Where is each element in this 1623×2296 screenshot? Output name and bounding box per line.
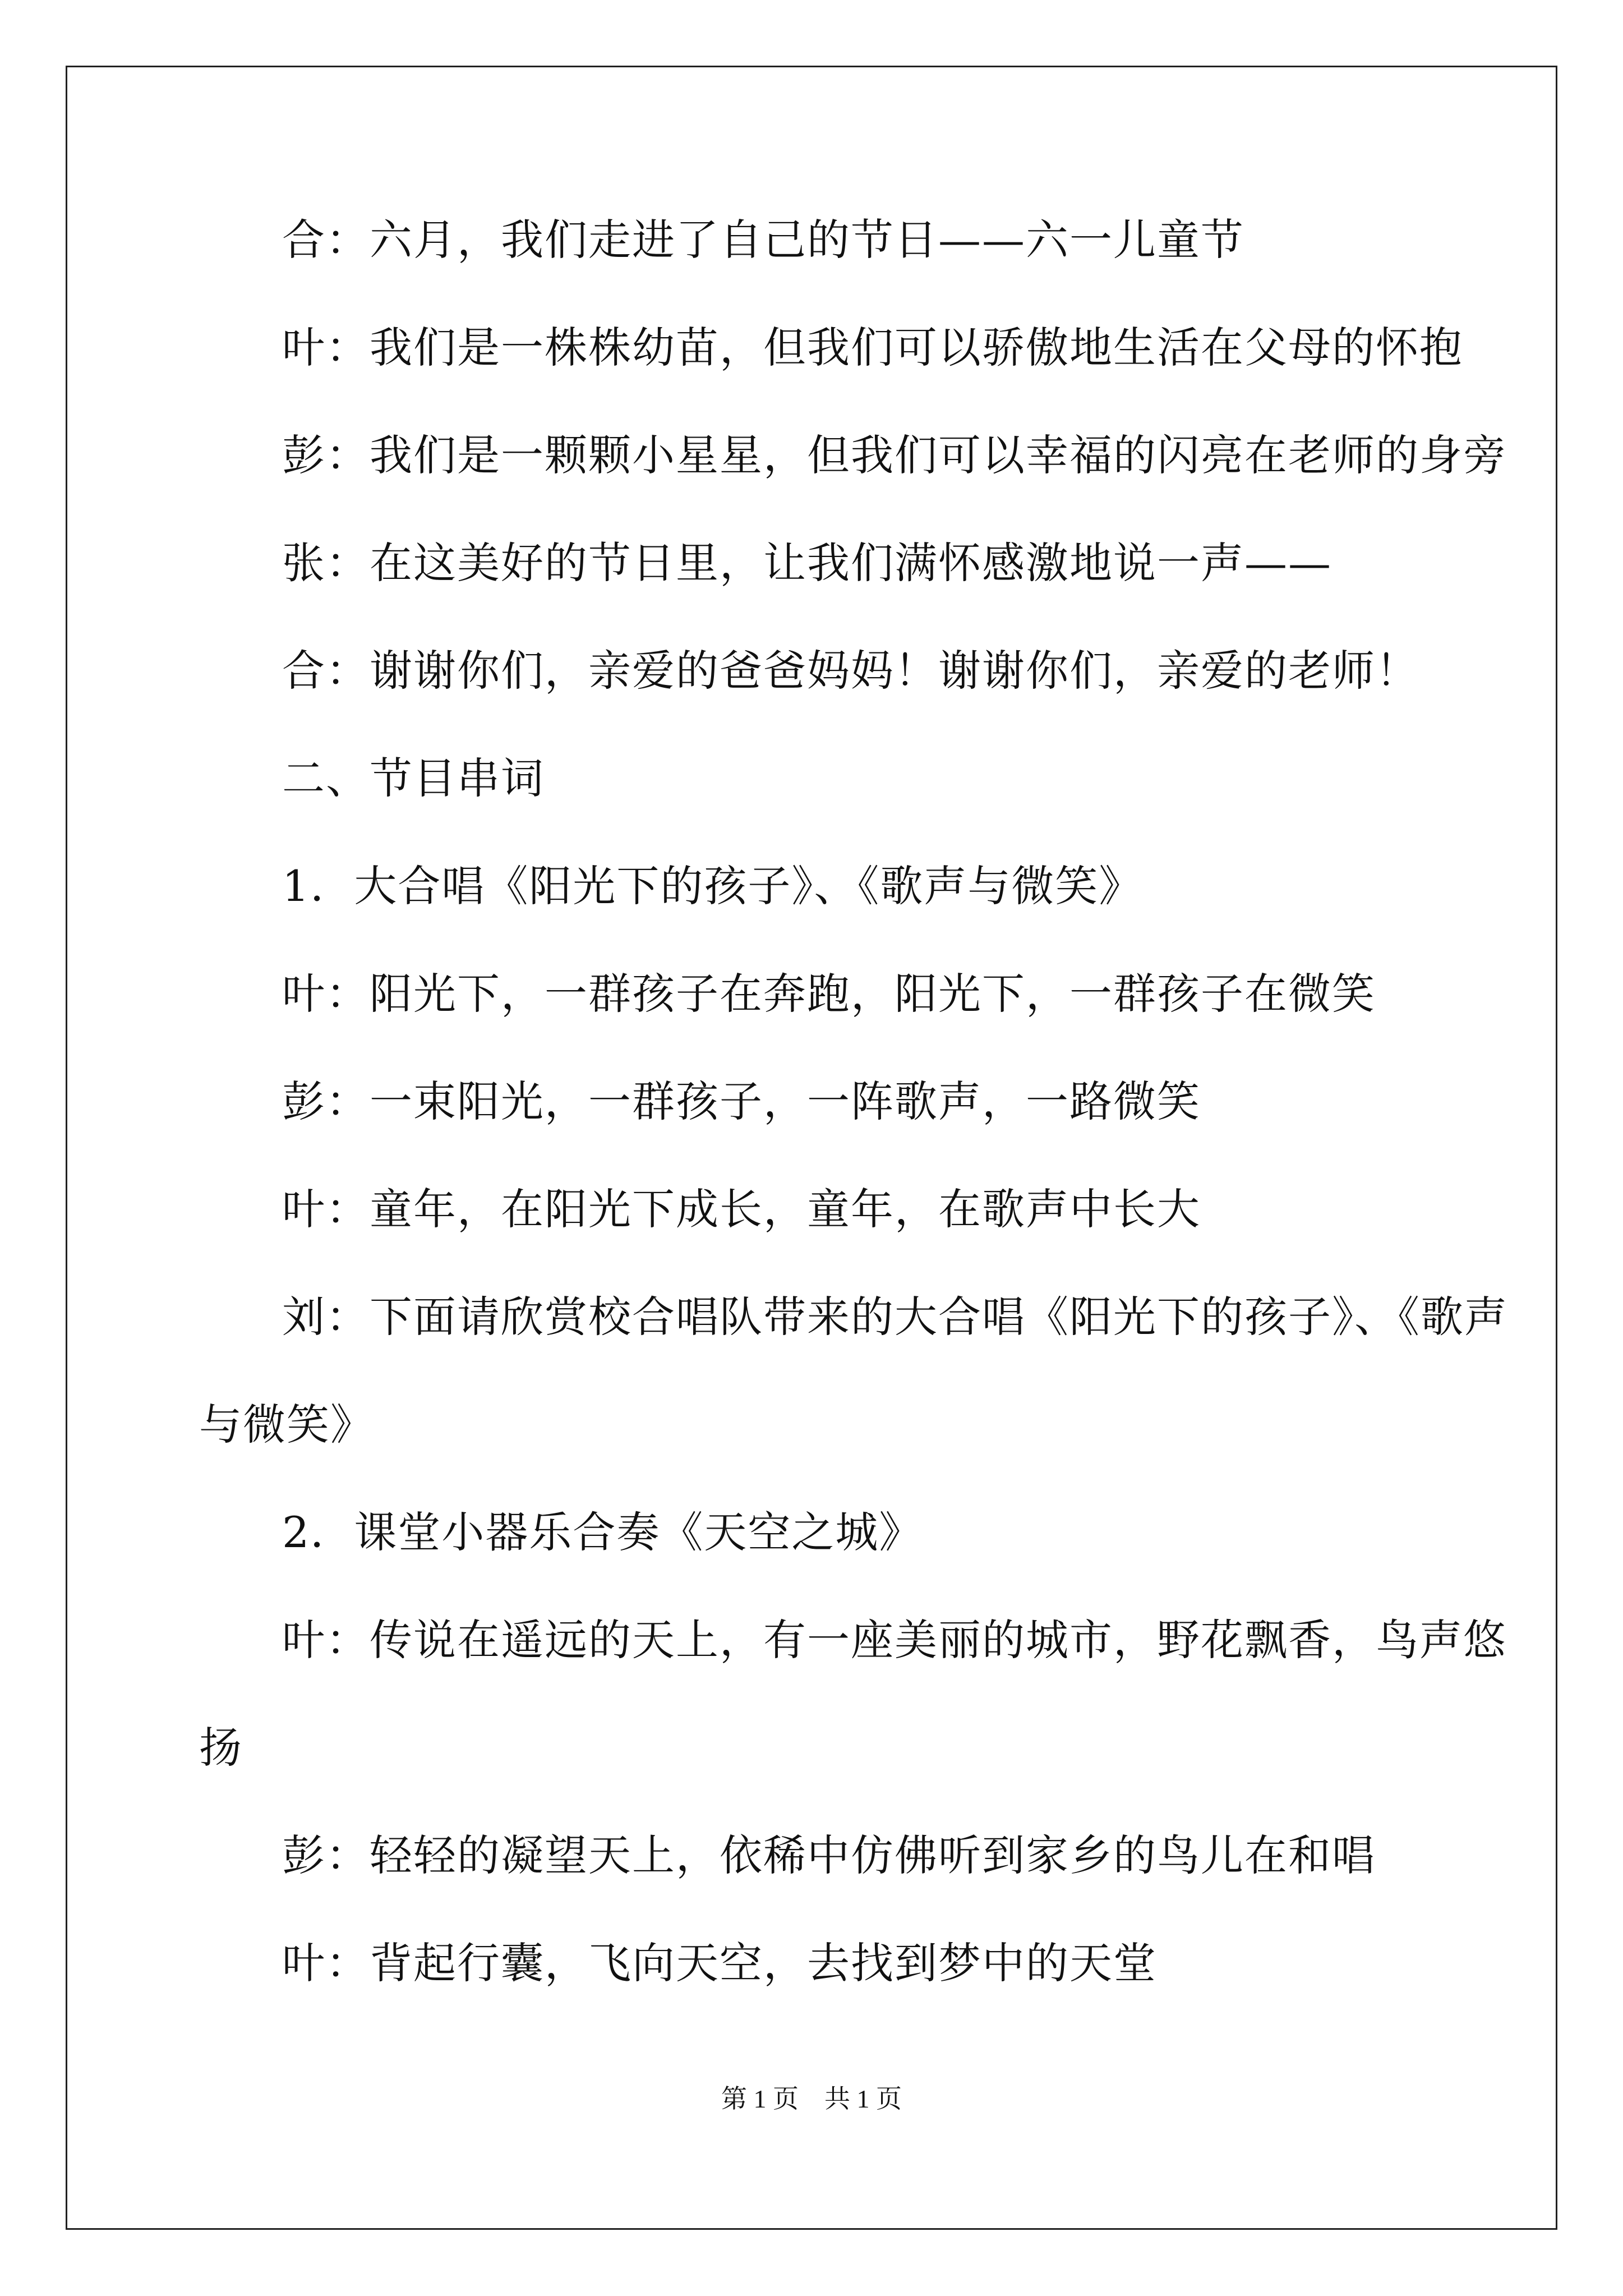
paragraph-line: 叶：童年，在阳光下成长，童年，在歌声中长大 — [282, 1184, 1201, 1234]
paragraph-line: 叶：阳光下，一群孩子在奔跑，阳光下，一群孩子在微笑 — [282, 969, 1376, 1019]
paragraph-line: 彭：我们是一颗颗小星星，但我们可以幸福的闪亮在老师的身旁 — [282, 430, 1507, 480]
paragraph-line: 叶：我们是一株株幼苗，但我们可以骄傲地生活在父母的怀抱 — [282, 323, 1463, 372]
paragraph-line: 刘：下面请欣赏校合唱队带来的大合唱《阳光下的孩子》、《歌声 — [282, 1292, 1508, 1342]
paragraph-line-continuation: 扬 — [199, 1723, 243, 1773]
paragraph-line: 张：在这美好的节日里，让我们满怀感激地说一声—— — [282, 538, 1332, 588]
paragraph-line: 彭：一束阳光，一群孩子，一阵歌声，一路微笑 — [282, 1076, 1201, 1126]
paragraph-line: 彭：轻轻的凝望天上，依稀中仿佛听到家乡的鸟儿在和唱 — [282, 1830, 1376, 1880]
paragraph-line: 叶：背起行囊，飞向天空，去找到梦中的天堂 — [282, 1938, 1157, 1988]
program-item-heading: 1．大合唱《阳光下的孩子》、《歌声与微笑》 — [282, 861, 1143, 911]
page-number-footer: 第 1 页 共 1 页 — [721, 2085, 902, 2113]
program-item-heading: 2．课堂小器乐合奏《天空之城》 — [282, 1507, 923, 1557]
paragraph-line: 叶：传说在遥远的天上，有一座美丽的城市，野花飘香，鸟声悠 — [282, 1615, 1507, 1665]
page-border — [66, 66, 1557, 2230]
paragraph-line: 合：六月，我们走进了自己的节日——六一儿童节 — [282, 215, 1244, 265]
paragraph-line: 合：谢谢你们，亲爱的爸爸妈妈！谢谢你们，亲爱的老师！ — [282, 646, 1419, 696]
section-heading: 二、节目串词 — [282, 753, 545, 803]
paragraph-line-continuation: 与微笑》 — [199, 1400, 374, 1450]
